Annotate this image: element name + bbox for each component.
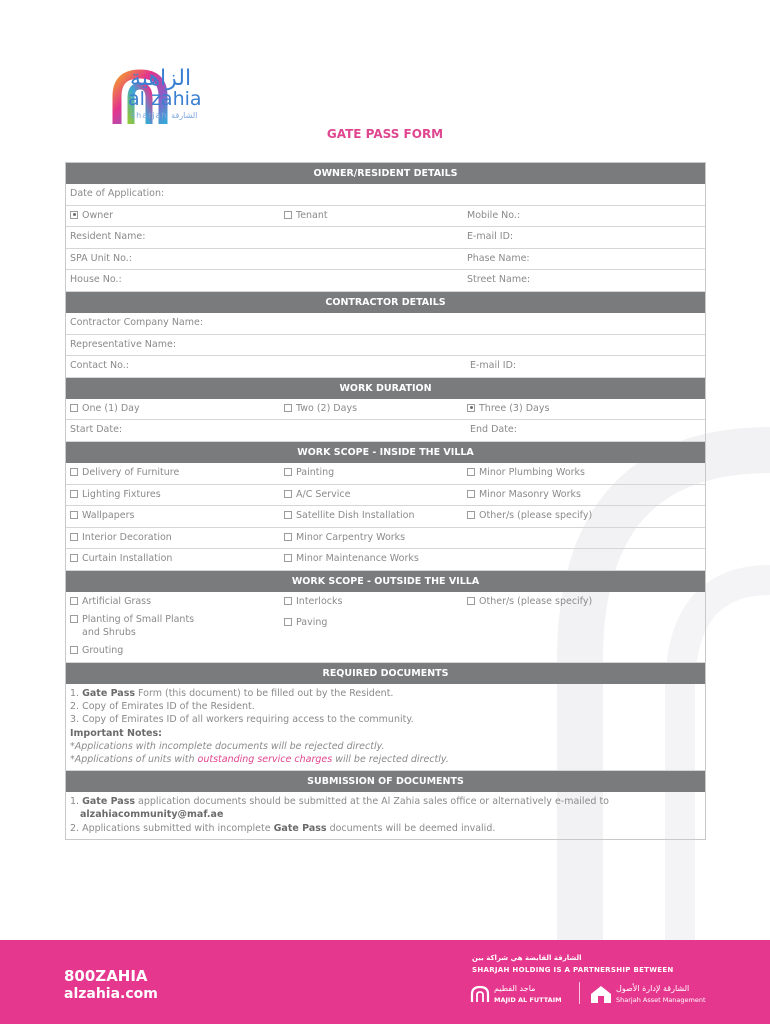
- checkbox[interactable]: [284, 490, 292, 498]
- resident-name-row: [66, 227, 705, 249]
- submission-body: [66, 792, 705, 839]
- checkbox[interactable]: [467, 511, 475, 519]
- contact-no-label[interactable]: Contact No.:: [70, 360, 129, 372]
- checkbox[interactable]: [70, 511, 78, 519]
- scope-option[interactable]: Minor Masonry Works: [467, 485, 581, 506]
- required-doc-item: 1. Gate Pass Form (this document) to be filled out by the Resident.: [70, 687, 394, 699]
- spa-unit-row: [66, 249, 705, 271]
- scope-inside-row: [66, 463, 705, 485]
- contractor-section-header: CONTRACTOR DETAILS: [66, 292, 705, 313]
- mobile-no-label[interactable]: Mobile No.:: [467, 209, 521, 221]
- brand-name: al zahia: [128, 88, 202, 110]
- scope-option[interactable]: Wallpapers: [70, 506, 134, 527]
- date-of-application-label: Date of Application:: [70, 188, 165, 199]
- sam-arabic: الشارقة لإدارة الأصول: [616, 984, 690, 993]
- three-days-radio[interactable]: [467, 404, 475, 412]
- checkbox[interactable]: [284, 597, 292, 605]
- submission-item: 1. Gate Pass application documents should be submitted at the Al Zahia sales office or alternatively e-mailed to: [70, 796, 609, 808]
- interlocks-option[interactable]: Interlocks: [284, 592, 342, 613]
- scope-inside-row: [66, 528, 705, 550]
- tenant-radio[interactable]: [284, 211, 292, 219]
- owner-radio[interactable]: [70, 211, 78, 219]
- important-notes-title: Important Notes:: [70, 727, 162, 739]
- scope-option[interactable]: Other/s (please specify): [467, 506, 592, 527]
- date-of-application-row[interactable]: [66, 184, 705, 206]
- checkbox[interactable]: [70, 597, 78, 605]
- start-date-label[interactable]: Start Date:: [70, 424, 123, 436]
- representative-name-label: Representative Name:: [70, 338, 177, 350]
- scope-option[interactable]: Curtain Installation: [70, 549, 172, 570]
- artificial-grass-option[interactable]: Artificial Grass: [70, 592, 151, 613]
- tenant-option[interactable]: Tenant: [284, 206, 328, 227]
- checkbox[interactable]: [284, 533, 292, 541]
- scope-option[interactable]: A/C Service: [284, 485, 350, 506]
- checkbox[interactable]: [284, 554, 292, 562]
- submission-email-link[interactable]: alzahiacommunity@maf.ae: [80, 809, 224, 821]
- one-day-option[interactable]: One (1) Day: [70, 399, 140, 420]
- note-item: *Applications with incomplete documents will be rejected directly.: [70, 740, 385, 752]
- contact-no-row: [66, 356, 705, 378]
- planting-option[interactable]: Planting of Small Plants and Shrubs: [70, 613, 194, 639]
- checkbox[interactable]: [70, 615, 78, 623]
- checkbox[interactable]: [70, 490, 78, 498]
- work-duration-header: WORK DURATION: [66, 378, 705, 399]
- checkbox[interactable]: [70, 646, 78, 654]
- resident-name-label[interactable]: Resident Name:: [70, 231, 146, 243]
- scope-outside-block: [66, 592, 705, 663]
- footer-phone[interactable]: 800ZAHIA: [64, 967, 148, 985]
- gate-pass-form: [65, 162, 706, 840]
- two-days-radio[interactable]: [284, 404, 292, 412]
- grouting-option[interactable]: Grouting: [70, 642, 123, 660]
- checkbox[interactable]: [284, 618, 292, 626]
- spa-unit-no-label[interactable]: SPA Unit No.:: [70, 252, 133, 264]
- scope-option[interactable]: Interior Decoration: [70, 528, 172, 549]
- outside-others-option[interactable]: Other/s (please specify): [467, 592, 592, 613]
- scope-inside-row: [66, 485, 705, 507]
- house-no-row: [66, 270, 705, 292]
- scope-inside-row: [66, 506, 705, 528]
- required-doc-item: 2. Copy of Emirates ID of the Resident.: [70, 701, 255, 713]
- owner-option[interactable]: Owner: [70, 206, 113, 227]
- majid-arabic: ماجد الفطيم: [494, 984, 536, 993]
- majid-english: MAJID AL FUTTAIM: [494, 996, 562, 1004]
- partnership-arabic: الشارقة القابضة هي شراكة بين: [472, 954, 582, 962]
- contractor-company-row[interactable]: [66, 313, 705, 335]
- email-id-label[interactable]: E-mail ID:: [467, 231, 514, 243]
- note-item: *Applications of units with outstanding service charges will be rejected directly.: [70, 753, 449, 765]
- scope-option[interactable]: Lighting Fixtures: [70, 485, 161, 506]
- scope-option[interactable]: Minor Plumbing Works: [467, 463, 585, 484]
- paving-option[interactable]: Paving: [284, 615, 327, 631]
- owner-section-header: OWNER/RESIDENT DETAILS: [66, 163, 705, 184]
- scope-option[interactable]: Painting: [284, 463, 334, 484]
- scope-inside-header: WORK SCOPE - INSIDE THE VILLA: [66, 442, 705, 463]
- checkbox[interactable]: [467, 490, 475, 498]
- end-date-label[interactable]: End Date:: [470, 424, 517, 436]
- scope-option[interactable]: Delivery of Furniture: [70, 463, 179, 484]
- checkbox[interactable]: [467, 468, 475, 476]
- scope-option[interactable]: Minor Maintenance Works: [284, 549, 419, 570]
- submission-item: 2. Applications submitted with incomplete Gate Pass documents will be deemed invalid.: [70, 822, 496, 834]
- representative-name-row[interactable]: [66, 335, 705, 357]
- partnership-english: SHARJAH HOLDING IS A PARTNERSHIP BETWEEN: [472, 966, 674, 974]
- sam-english: Sharjah Asset Management: [616, 996, 706, 1004]
- checkbox[interactable]: [284, 468, 292, 476]
- checkbox[interactable]: [284, 511, 292, 519]
- footer-website[interactable]: alzahia.com: [64, 986, 158, 1002]
- checkbox[interactable]: [70, 533, 78, 541]
- scope-outside-header: WORK SCOPE - OUTSIDE THE VILLA: [66, 571, 705, 592]
- house-no-label[interactable]: House No.:: [70, 274, 122, 286]
- form-title: GATE PASS FORM: [326, 127, 444, 141]
- street-name-label[interactable]: Street Name:: [467, 274, 531, 286]
- resident-type-row: [66, 206, 705, 228]
- brand-arabic-name: الزاهية: [130, 66, 192, 91]
- majid-al-futtaim-logo-icon: [470, 985, 490, 1003]
- contractor-email-label[interactable]: E-mail ID:: [470, 360, 517, 372]
- checkbox[interactable]: [70, 468, 78, 476]
- required-documents-body: [66, 684, 705, 771]
- brand-subtitle: sharjah الشارقة: [131, 111, 198, 120]
- scope-option[interactable]: Minor Carpentry Works: [284, 528, 405, 549]
- three-days-option[interactable]: Three (3) Days: [467, 399, 549, 420]
- contractor-company-label: Contractor Company Name:: [70, 316, 204, 328]
- scope-inside-row: [66, 549, 705, 571]
- required-doc-item: 3. Copy of Emirates ID of all workers requiring access to the community.: [70, 714, 414, 726]
- one-day-radio[interactable]: [70, 404, 78, 412]
- date-range-row: [66, 420, 705, 442]
- sharjah-asset-management-logo-icon: [590, 984, 612, 1004]
- required-documents-header: REQUIRED DOCUMENTS: [66, 663, 705, 684]
- checkbox[interactable]: [467, 597, 475, 605]
- scope-option[interactable]: Satellite Dish Installation: [284, 506, 415, 527]
- checkbox[interactable]: [70, 554, 78, 562]
- two-days-option[interactable]: Two (2) Days: [284, 399, 357, 420]
- duration-options-row: [66, 399, 705, 421]
- footer-bar: [0, 940, 770, 1024]
- phase-name-label[interactable]: Phase Name:: [467, 252, 530, 264]
- submission-header: SUBMISSION OF DOCUMENTS: [66, 771, 705, 792]
- footer-divider: [579, 982, 580, 1004]
